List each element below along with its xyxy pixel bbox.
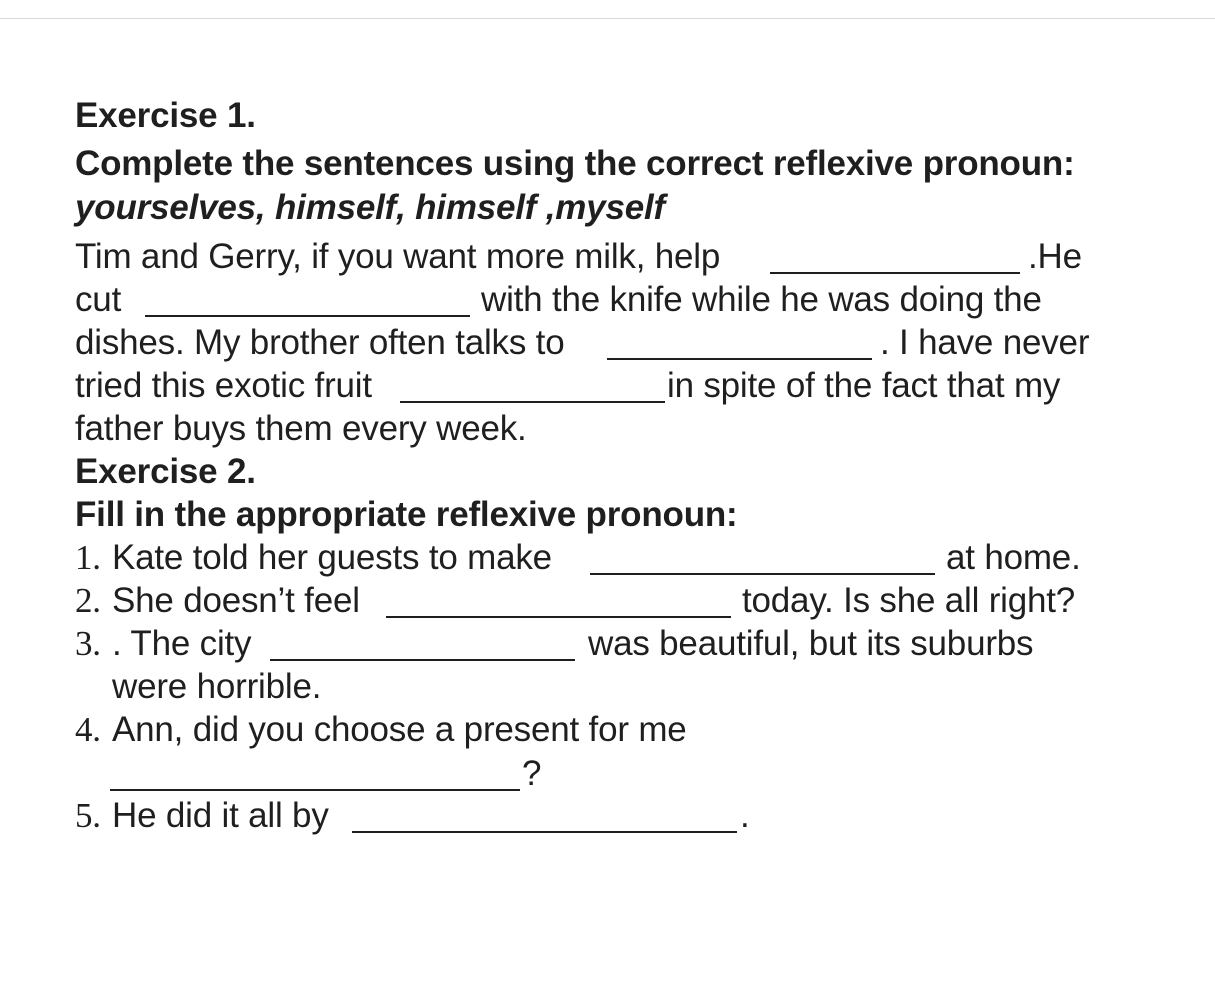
- ex2-blank-3[interactable]: [270, 659, 575, 661]
- ex1-line5-text: father buys them every week.: [75, 409, 527, 448]
- item1-text: Kate told her guests to make: [112, 538, 552, 577]
- ex1-line1-end: .He: [1028, 237, 1082, 276]
- ex1-line3-end: . I have never: [880, 323, 1090, 362]
- item3-continuation: were horrible.: [112, 667, 322, 706]
- ex1-blank-2[interactable]: [145, 315, 470, 317]
- ex1-line3-text: dishes. My brother often talks to: [75, 323, 565, 362]
- item2-number: 2.: [75, 581, 101, 620]
- ex2-blank-2[interactable]: [386, 616, 731, 618]
- item1-end: at home.: [946, 538, 1081, 577]
- ex1-line2-text: cut: [75, 280, 122, 319]
- ex1-line4-end: in spite of the fact that my: [667, 366, 1061, 405]
- exercise2-heading: Exercise 2.: [75, 452, 256, 491]
- exercise1-heading: Exercise 1.: [75, 96, 256, 135]
- item3-end: was beautiful, but its suburbs: [588, 624, 1034, 663]
- ex1-line1-text: Tim and Gerry, if you want more milk, help: [75, 237, 721, 276]
- exercise1-instruction: Complete the sentences using the correct reflexive pronoun:: [75, 144, 1075, 183]
- ex2-blank-1[interactable]: [590, 573, 935, 575]
- item4-number: 4.: [75, 710, 101, 749]
- item4-end: ?: [522, 754, 542, 793]
- exercise2-instruction: Fill in the appropriate reflexive pronoun:: [75, 495, 738, 534]
- item4-text: Ann, did you choose a present for me: [112, 710, 687, 749]
- item5-number: 5.: [75, 796, 101, 835]
- ex1-line4-text: tried this exotic fruit: [75, 366, 372, 405]
- item5-text: He did it all by: [112, 796, 329, 835]
- top-divider: [0, 18, 1215, 19]
- item3-number: 3.: [75, 624, 101, 663]
- ex1-blank-1[interactable]: [770, 272, 1020, 274]
- ex2-blank-4[interactable]: [110, 789, 520, 791]
- ex1-line2-end: with the knife while he was doing the: [481, 280, 1042, 319]
- item5-end: .: [740, 796, 750, 835]
- ex1-blank-3[interactable]: [607, 358, 872, 360]
- item2-end: today. Is she all right?: [742, 581, 1076, 620]
- ex2-blank-5[interactable]: [352, 831, 737, 833]
- item2-text: She doesn’t feel: [112, 581, 360, 620]
- item3-text: . The city: [112, 624, 252, 663]
- exercise1-word-bank: yourselves, himself, himself ,myself: [75, 188, 666, 227]
- item1-number: 1.: [75, 538, 101, 577]
- ex1-blank-4[interactable]: [400, 401, 665, 403]
